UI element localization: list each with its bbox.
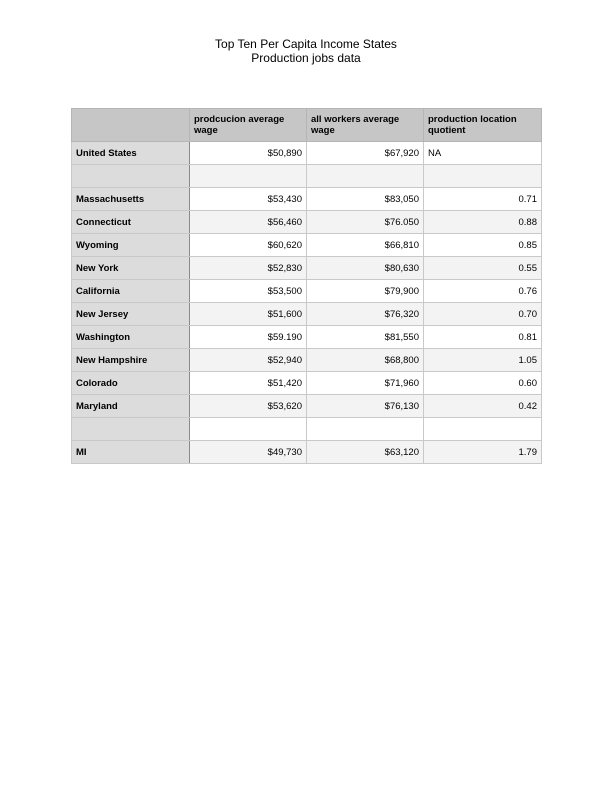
table-cell: $76,130: [307, 395, 424, 418]
row-label: United States: [72, 142, 190, 165]
row-label: Maryland: [72, 395, 190, 418]
table-cell: $81,550: [307, 326, 424, 349]
table-row: [72, 211, 542, 234]
table-row: [72, 418, 542, 441]
table-cell: $56,460: [190, 211, 307, 234]
table-cell: NA: [424, 142, 542, 165]
row-label: California: [72, 280, 190, 303]
table-cell: $59.190: [190, 326, 307, 349]
table-row: [72, 349, 542, 372]
table-row: [72, 165, 542, 188]
row-label: MI: [72, 441, 190, 464]
table-cell: $51,600: [190, 303, 307, 326]
row-label: New Jersey: [72, 303, 190, 326]
row-label: Washington: [72, 326, 190, 349]
table-row: [72, 142, 542, 165]
table-cell: $51,420: [190, 372, 307, 395]
table-cell: $67,920: [307, 142, 424, 165]
table-cell: $76.050: [307, 211, 424, 234]
row-label: Colorado: [72, 372, 190, 395]
table-cell: $60,620: [190, 234, 307, 257]
table-row: [72, 303, 542, 326]
header-cell: production location quotient: [424, 109, 542, 142]
table-cell: [307, 418, 424, 441]
table-cell: $63,120: [307, 441, 424, 464]
row-label: Wyoming: [72, 234, 190, 257]
table-row: [72, 326, 542, 349]
table-row: [72, 188, 542, 211]
table-cell: [424, 418, 542, 441]
table-cell: $53,620: [190, 395, 307, 418]
table-cell: $49,730: [190, 441, 307, 464]
table-row: [72, 441, 542, 464]
table-row: [72, 257, 542, 280]
header-cell: all workers average wage: [307, 109, 424, 142]
table-row: [72, 280, 542, 303]
table-cell: $50,890: [190, 142, 307, 165]
table-body: [72, 142, 542, 464]
table-cell: [190, 418, 307, 441]
table-cell: 0.81: [424, 326, 542, 349]
table-cell: $52,830: [190, 257, 307, 280]
table-cell: [307, 165, 424, 188]
table-cell: $52,940: [190, 349, 307, 372]
data-table: [71, 108, 542, 464]
table-cell: 0.88: [424, 211, 542, 234]
row-label: Connecticut: [72, 211, 190, 234]
table-cell: $66,810: [307, 234, 424, 257]
table-cell: 1.79: [424, 441, 542, 464]
table-cell: [190, 165, 307, 188]
table-cell: $53,430: [190, 188, 307, 211]
table-cell: 0.71: [424, 188, 542, 211]
table-cell: $71,960: [307, 372, 424, 395]
header-cell: prodcucion average wage: [190, 109, 307, 142]
table-cell: 0.60: [424, 372, 542, 395]
row-label: [72, 165, 190, 188]
table-cell: 0.76: [424, 280, 542, 303]
table-cell: [424, 165, 542, 188]
table-cell: 0.85: [424, 234, 542, 257]
table-cell: 0.42: [424, 395, 542, 418]
table-cell: $68,800: [307, 349, 424, 372]
table-cell: $53,500: [190, 280, 307, 303]
row-label: New York: [72, 257, 190, 280]
header-cell: [72, 109, 190, 142]
row-label: New Hampshire: [72, 349, 190, 372]
table-row: [72, 234, 542, 257]
document-title: Top Ten Per Capita Income States: [215, 37, 397, 51]
table-cell: $83,050: [307, 188, 424, 211]
table-cell: $80,630: [307, 257, 424, 280]
table-row: [72, 395, 542, 418]
table-cell: 0.55: [424, 257, 542, 280]
title-block: [0, 37, 612, 65]
table-cell: $79,900: [307, 280, 424, 303]
document-subtitle: Production jobs data: [251, 51, 361, 65]
table-row: [72, 372, 542, 395]
table-cell: 0.70: [424, 303, 542, 326]
row-label: Massachusetts: [72, 188, 190, 211]
table-cell: 1.05: [424, 349, 542, 372]
row-label: [72, 418, 190, 441]
table-cell: $76,320: [307, 303, 424, 326]
header-row: [72, 109, 542, 142]
